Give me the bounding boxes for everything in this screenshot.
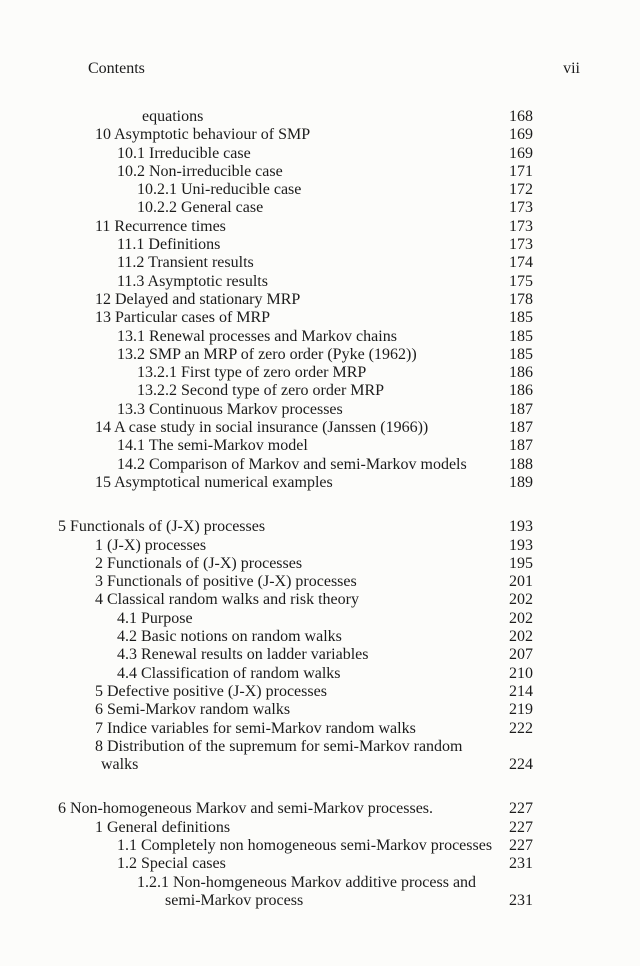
- toc-entry-page: 195: [509, 554, 533, 572]
- toc-entry: [58, 837, 533, 855]
- toc-entry-label: 12 Delayed and stationary MRP: [95, 290, 301, 308]
- toc-entry-text: [58, 401, 491, 419]
- toc-entry-label: 2 Functionals of (J-X) processes: [95, 554, 303, 572]
- running-head: Contents: [88, 60, 145, 77]
- toc-entry: [58, 236, 533, 254]
- toc-entry: [58, 683, 533, 701]
- toc-entry-text: [58, 837, 491, 855]
- toc-entry-label: 1.1 Completely non homogeneous semi-Markov processes: [117, 836, 493, 854]
- toc-entry-text: [58, 254, 491, 272]
- folio-page-number: vii: [563, 60, 580, 77]
- toc-entry-label: 10 Asymptotic behaviour of SMP: [95, 126, 311, 144]
- toc-entry-label: 15 Asymptotical numerical examples: [95, 473, 333, 491]
- toc-entry-page: 173: [509, 236, 533, 254]
- toc-entry-text: [58, 665, 491, 683]
- toc-entry-page: 231: [509, 855, 533, 873]
- toc-entry-page: 202: [509, 628, 533, 646]
- toc-entry: [58, 474, 533, 492]
- toc-entry: [58, 145, 533, 163]
- toc-entry: [58, 591, 533, 609]
- toc-entry-label: 11.3 Asymptotic results: [117, 272, 268, 290]
- toc-entry-label: 1 General definitions: [95, 818, 231, 836]
- toc-entry: [58, 364, 533, 382]
- toc-entry: [58, 537, 533, 555]
- toc-entry: [58, 291, 533, 309]
- toc-entry-label: 4 Classical random walks and risk theory: [95, 591, 359, 609]
- toc-entry: [58, 456, 533, 474]
- toc-entry-label: equations: [142, 108, 204, 125]
- toc-entry-label: 13.2 SMP an MRP of zero order (Pyke (1962)): [117, 345, 417, 363]
- toc-entry-page: 172: [509, 181, 533, 199]
- toc-entry: [58, 646, 533, 664]
- toc-entry: [58, 437, 533, 455]
- toc-entry-page: 207: [509, 646, 533, 664]
- toc-entry-label: 11.2 Transient results: [117, 254, 254, 272]
- toc-entry-page: 202: [509, 609, 533, 627]
- toc-entry-text: [58, 701, 491, 719]
- toc-entry-text: [58, 800, 491, 818]
- toc-entry-label: 14.1 The semi-Markov model: [117, 437, 308, 455]
- toc-entry-text: [58, 474, 491, 492]
- toc-entry-label: 11 Recurrence times: [95, 217, 226, 235]
- toc-entry-label: 1.2 Special cases: [117, 855, 226, 873]
- toc-entry-label: 13 Particular cases of MRP: [95, 309, 271, 327]
- toc-entry-label: 10.1 Irreducible case: [117, 144, 251, 162]
- toc-entry-text: [58, 236, 491, 254]
- toc-entry: [58, 163, 533, 181]
- toc-entry: [58, 555, 533, 573]
- toc-entry-label: 13.3 Continuous Markov processes: [117, 400, 343, 418]
- toc-entry-text: [58, 720, 491, 738]
- toc-entry: [58, 800, 533, 818]
- toc-entry: [58, 573, 533, 591]
- toc-entry-page: 210: [509, 664, 533, 682]
- toc-entry: [58, 419, 533, 437]
- toc-entry-text: [58, 437, 491, 455]
- toc-entry-text: [58, 518, 491, 536]
- toc-entry-label: 6 Semi-Markov random walks: [95, 701, 291, 719]
- toc-entry-page: 227: [509, 818, 533, 836]
- toc-entry-label: 5 Defective positive (J-X) processes: [95, 682, 327, 700]
- toc-entry-label: 6 Non-homogeneous Markov and semi-Markov processes.: [58, 800, 434, 818]
- toc-entry: [58, 701, 533, 719]
- toc-entry-text: [58, 309, 491, 327]
- toc-entry-label: 5 Functionals of (J-X) processes: [58, 518, 266, 536]
- toc-entry: [58, 610, 533, 628]
- toc-entry-text: [58, 273, 491, 291]
- toc-entry-label: 13.2.2 Second type of zero order MRP: [137, 382, 385, 400]
- toc-entry: [58, 874, 533, 911]
- toc-entry-page: 189: [509, 473, 533, 491]
- toc-entry-page: 173: [509, 199, 533, 217]
- toc-entry-label: 4.3 Renewal results on ladder variables: [117, 646, 369, 664]
- toc-entry-text: [58, 573, 491, 591]
- toc-entry-text: [58, 555, 491, 573]
- toc-entry: [58, 819, 533, 837]
- toc-entry-page: 193: [509, 518, 533, 536]
- page-header: [88, 60, 580, 78]
- toc-entry-text: [58, 328, 491, 346]
- toc-entry-text: [58, 108, 491, 126]
- toc-entry-page: 227: [509, 836, 533, 854]
- toc-entry-label: 13.2.1 First type of zero order MRP: [137, 364, 367, 382]
- toc-entry-label: 1.2.1 Non-homgeneous Markov additive process and: [137, 873, 477, 891]
- toc-entry-page: 171: [509, 162, 533, 180]
- toc-entry-text: [58, 819, 491, 837]
- toc-entry-label: 1 (J-X) processes: [95, 536, 207, 554]
- toc-entry: [58, 628, 533, 646]
- toc-entry: [58, 382, 533, 400]
- toc-entry-text: [58, 419, 491, 437]
- toc-entry: [58, 126, 533, 144]
- table-of-contents: [58, 108, 533, 910]
- toc-entry-text: [58, 291, 491, 309]
- toc-entry: [58, 199, 533, 217]
- toc-entry-page: 185: [509, 327, 533, 345]
- toc-entry-label: 10.2.2 General case: [137, 199, 264, 217]
- toc-entry-text: [58, 591, 491, 609]
- toc-entry-page: 202: [509, 591, 533, 609]
- toc-entry: [58, 108, 533, 126]
- toc-entry-page: 187: [509, 400, 533, 418]
- toc-entry: [58, 273, 533, 291]
- toc-entry: [58, 518, 533, 536]
- toc-entry-label: 7 Indice variables for semi-Markov random walks: [95, 719, 416, 737]
- toc-entry: [58, 346, 533, 364]
- toc-entry-page: 193: [509, 536, 533, 554]
- toc-entry-label: 11.1 Definitions: [117, 236, 221, 254]
- toc-entry-label: 8 Distribution of the supremum for semi-Markov random: [95, 737, 463, 755]
- toc-entry-page: 186: [509, 364, 533, 382]
- toc-entry-text: [58, 218, 491, 236]
- toc-entry-text: [58, 181, 491, 199]
- toc-entry-label: 10.2 Non-irreducible case: [117, 162, 283, 180]
- toc-entry-text: [58, 628, 491, 646]
- toc-entry-text: [58, 382, 491, 400]
- toc-entry-text: [58, 683, 491, 701]
- toc-section: [58, 518, 533, 774]
- toc-entry: [58, 181, 533, 199]
- toc-entry-page: 188: [509, 455, 533, 473]
- toc-entry-text: [58, 145, 491, 163]
- toc-entry-page: 222: [509, 719, 533, 737]
- toc-entry-text: [58, 855, 491, 873]
- toc-entry-page: 168: [509, 108, 533, 125]
- toc-entry: [58, 720, 533, 738]
- toc-entry-label: 4.2 Basic notions on random walks: [117, 628, 342, 646]
- toc-entry-text: [58, 456, 491, 474]
- toc-entry-page: 201: [509, 573, 533, 591]
- toc-entry-label-continuation: walks: [101, 756, 139, 774]
- toc-entry: [58, 401, 533, 419]
- toc-entry-page: 169: [509, 126, 533, 144]
- toc-section: [58, 108, 533, 492]
- toc-entry-text: [58, 738, 491, 775]
- toc-entry-page: 174: [509, 254, 533, 272]
- toc-entry-text: [58, 874, 491, 911]
- toc-entry-text: [58, 163, 491, 181]
- toc-entry-label: 4.4 Classification of random walks: [117, 664, 341, 682]
- toc-entry-label: 3 Functionals of positive (J-X) processes: [95, 573, 357, 591]
- toc-entry: [58, 738, 533, 775]
- toc-entry-page: 185: [509, 309, 533, 327]
- toc-entry-label: 4.1 Purpose: [117, 609, 193, 627]
- toc-entry-page: 185: [509, 345, 533, 363]
- toc-entry-page: 173: [509, 217, 533, 235]
- toc-entry-page: 219: [509, 701, 533, 719]
- toc-entry-text: [58, 346, 491, 364]
- toc-entry-page: 187: [509, 419, 533, 437]
- toc-entry-page: 186: [509, 382, 533, 400]
- toc-entry: [58, 254, 533, 272]
- toc-entry-text: [58, 364, 491, 382]
- toc-entry-text: [58, 199, 491, 217]
- toc-entry-page: 187: [509, 437, 533, 455]
- toc-entry: [58, 218, 533, 236]
- toc-entry: [58, 309, 533, 327]
- toc-entry-text: [58, 646, 491, 664]
- toc-entry-text: [58, 537, 491, 555]
- toc-entry: [58, 855, 533, 873]
- toc-entry-page: 175: [509, 272, 533, 290]
- toc-entry-label-continuation: semi-Markov process: [165, 891, 304, 909]
- toc-entry-page: 231: [509, 891, 533, 909]
- toc-entry-page: 169: [509, 144, 533, 162]
- toc-entry-page: 227: [509, 800, 533, 818]
- toc-entry-page: 178: [509, 290, 533, 308]
- toc-section: [58, 800, 533, 910]
- toc-entry-label: 14.2 Comparison of Markov and semi-Markov models: [117, 455, 467, 473]
- toc-entry: [58, 665, 533, 683]
- toc-entry-text: [58, 126, 491, 144]
- toc-entry-text: [58, 610, 491, 628]
- toc-entry-label: 14 A case study in social insurance (Janssen (1966)): [95, 419, 429, 437]
- toc-entry: [58, 328, 533, 346]
- toc-entry-label: 10.2.1 Uni-reducible case: [137, 181, 302, 199]
- toc-entry-page: 214: [509, 682, 533, 700]
- toc-entry-page: 224: [509, 756, 533, 774]
- toc-entry-label: 13.1 Renewal processes and Markov chains: [117, 327, 397, 345]
